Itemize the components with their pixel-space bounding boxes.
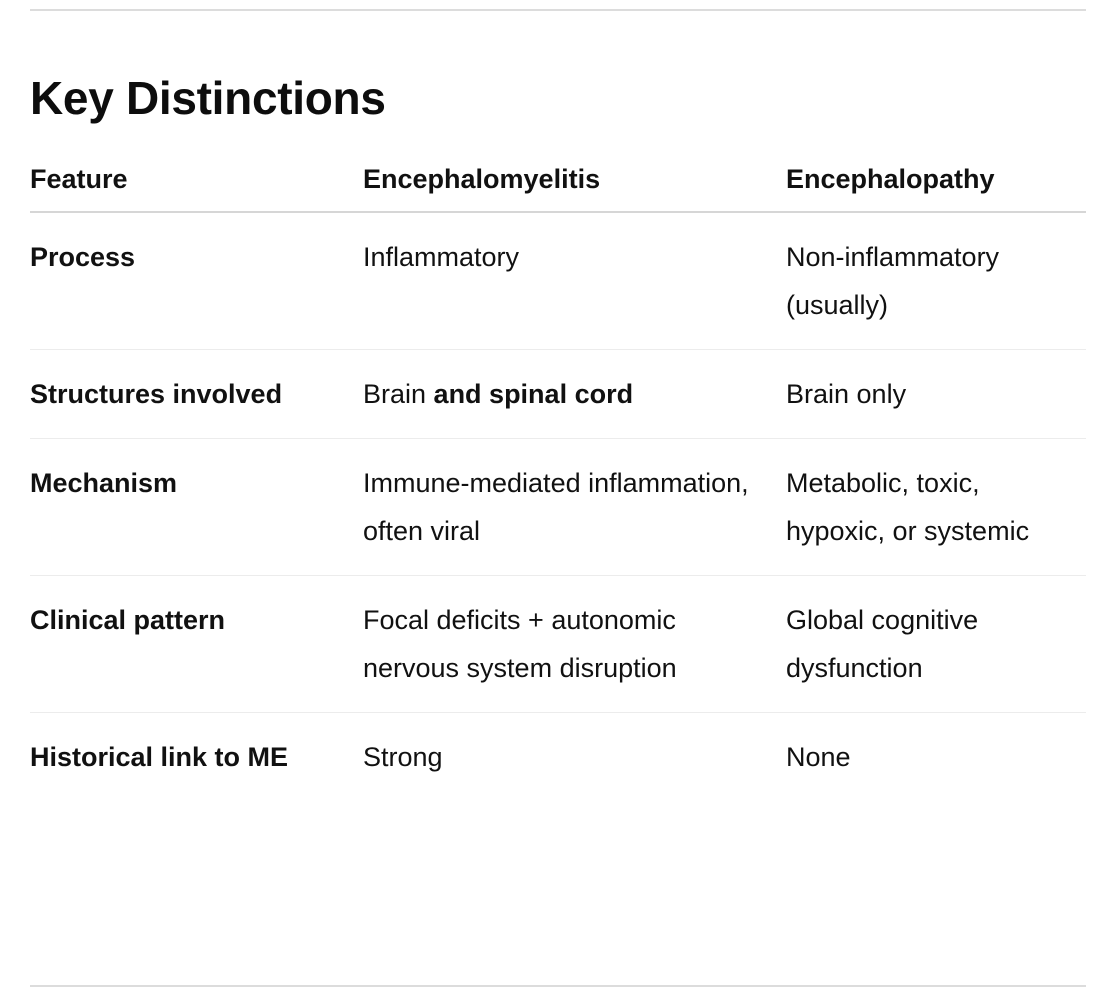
encephalopathy-cell: Brain only xyxy=(786,350,1086,439)
encephalopathy-cell: Non-inflammatory (usually) xyxy=(786,212,1086,350)
column-header-feature: Feature xyxy=(30,155,363,212)
table-row xyxy=(30,713,1086,802)
feature-cell: Historical link to ME xyxy=(30,742,289,772)
encephalomyelitis-cell xyxy=(363,350,786,439)
distinctions-table xyxy=(30,155,1086,801)
cell-text: Focal deficits + autonomic nervous system disruption xyxy=(363,605,677,683)
feature-cell: Mechanism xyxy=(30,439,363,576)
encephalopathy-cell: None xyxy=(786,742,851,772)
bottom-divider xyxy=(30,985,1086,987)
encephalomyelitis-cell xyxy=(363,576,786,713)
column-header-encephalomyelitis: Encephalomyelitis xyxy=(363,155,786,212)
feature-cell: Structures involved xyxy=(30,350,363,439)
encephalopathy-cell: Global cognitive dysfunction xyxy=(786,576,1086,713)
encephalomyelitis-cell xyxy=(363,212,786,350)
cell-emphasis: and spinal cord xyxy=(433,379,634,409)
cell-text: Immune-mediated inflammation, often viral xyxy=(363,468,749,546)
table-header-row xyxy=(30,155,1086,212)
section-heading: Key Distinctions xyxy=(30,72,386,124)
table-row xyxy=(30,439,1086,576)
feature-cell: Process xyxy=(30,212,363,350)
top-divider xyxy=(30,9,1086,11)
encephalomyelitis-cell xyxy=(363,439,786,576)
table-row xyxy=(30,350,1086,439)
column-header-encephalopathy: Encephalopathy xyxy=(786,155,1086,212)
encephalopathy-cell: Metabolic, toxic, hypoxic, or systemic xyxy=(786,439,1086,576)
table-row xyxy=(30,212,1086,350)
cell-text: Inflammatory xyxy=(363,242,520,272)
cell-text: Brain xyxy=(363,379,434,409)
cell-text: Strong xyxy=(363,742,443,772)
feature-cell: Clinical pattern xyxy=(30,576,363,713)
table-row xyxy=(30,576,1086,713)
encephalomyelitis-cell xyxy=(363,713,786,802)
